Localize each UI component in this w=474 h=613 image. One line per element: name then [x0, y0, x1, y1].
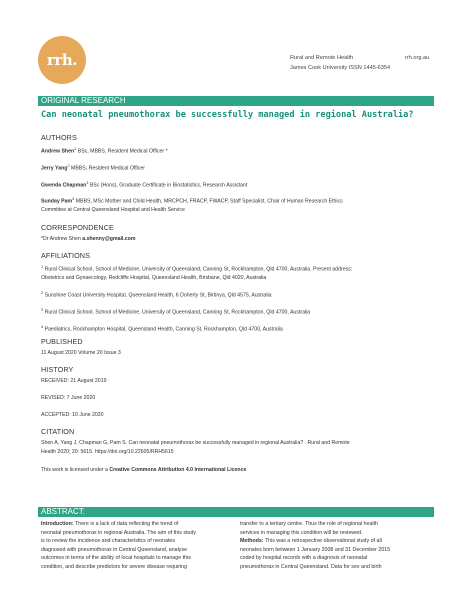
abstract-line: transfer to a tertiary centre. Thus the role of regional health	[240, 521, 378, 527]
citation-heading: CITATION	[41, 427, 75, 436]
abstract-right-column	[240, 520, 430, 572]
abstract-banner: ABSTRACT:	[38, 507, 434, 517]
publisher-issn: James Cook University ISSN 1445-6354	[290, 65, 391, 71]
rrh-logo	[38, 36, 86, 84]
license-line: This work is licensed under a Creative Commons Attribution 4.0 International Licence	[41, 467, 247, 473]
abstract-left-column	[41, 520, 231, 572]
abstract-line: outcomes in terms of the ability of local hospitals to manage this	[41, 555, 191, 562]
correspondence-heading: CORRESPONDENCE	[41, 223, 114, 232]
abstract-line: diagnosed with pneumothorax in Central Queensland, analyse	[41, 546, 188, 553]
authors-heading: AUTHORS	[41, 133, 77, 142]
abstract-line: services in managing this condition will be reviewed.	[240, 529, 363, 536]
published-text: 11 August 2020 Volume 20 Issue 3	[41, 350, 121, 356]
article-title: Can neonatal pneumothorax be successfully managed in regional Australia?	[41, 110, 414, 120]
author-3: Gwenda Chapman$^3$ BSc (Hons), Graduate Certificate in Biostatistics, Research Assistant	[41, 181, 248, 189]
abstract-line: neonates born between 1 January 2008 and 31 December 2015	[240, 546, 391, 553]
affiliation-4: $^4$ Paediatrics, Rockhampton Hospital, Queensland Health, Canning St, Rockhampton, Qld 4700, Australia	[41, 325, 283, 333]
author-1: Andrew Shen$^1$ BSc, MBBS, Resident Medical Officer *	[41, 147, 168, 155]
journal-header	[290, 53, 390, 73]
author-4: Sunday Pam$^4$ MBBS, MSc Mother and Child Health, MRCPCH, FRACP, FWACP, Staff Specialist, Chair of Human Research Ethics Committee at Central Queensland Hospital and Health Service	[41, 197, 343, 214]
affiliations-heading: AFFILIATIONS	[41, 251, 90, 260]
abstract-line: condition, and describe predictors for severe disease requiring	[41, 563, 188, 570]
published-heading: PUBLISHED	[41, 337, 83, 346]
journal-name: Rural and Remote Health	[290, 55, 354, 61]
section-banner: ORIGINAL RESEARCH	[38, 96, 434, 106]
abstract-line: is to review the incidence and characteristics of neonates	[41, 538, 175, 545]
abstract-line: neonatal pneumothorax in regional Australia. The aim of this study	[41, 529, 197, 536]
abstract-line: Introduction: There is a lack of data reflecting the trend of	[41, 521, 179, 527]
abstract-line: Methods: This was a retrospective observational study of all	[240, 538, 382, 545]
citation-text: Shen A, Yang J, Chapman G, Pam S. Can neonatal pneumothorax be successfully managed in regional Australia? . Rural and Remote Health 2020; 20: 5615. https://doi.org/10.22605/RRH5615	[41, 440, 350, 455]
history-heading: HISTORY	[41, 365, 74, 374]
journal-url[interactable]: rrh.org.au	[405, 55, 430, 61]
affiliation-2: $^2$ Sunshine Coast University Hospital, Queensland Health, 6 Doherty St, Birtinya, Qld 4575, Australia	[41, 291, 272, 299]
author-2: Jerry Yang$^2$ MBBS, Resident Medical Officer	[41, 164, 146, 172]
affiliation-3: $^3$ Rural Clinical School, School of Medicine, University of Queensland, Canning St, Rockhampton, Qld 4700, Australia	[41, 308, 311, 316]
history-accepted: ACCEPTED: 10 June 2020	[41, 412, 104, 418]
affiliation-1: $^1$ Rural Clinical School, School of Medicine, University of Queensland, Canning St, Rockhampton, Qld 4700, Australia. Present address: Obstetrics and Gynaecology, Redcliffe Hospital, Queensland Health, Brisbane, Qld 4020, Australia	[41, 265, 353, 282]
correspondence-line: *Dr Andrew Shen a.shenny@gmail.com	[41, 236, 136, 242]
history-received: RECEIVED: 21 August 2019	[41, 378, 107, 384]
abstract-line: coded by hospital records with a diagnosis of neonatal	[240, 555, 368, 562]
abstract-line: pneumothorax in Central Queensland. Data for sex and birth	[240, 563, 382, 570]
history-revised: REVISED: 7 June 2020	[41, 395, 96, 401]
correspondence-email[interactable]: a.shenny@gmail.com	[82, 236, 136, 242]
license-link[interactable]: Creative Commons Attribution 4.0 International Licence	[109, 467, 247, 473]
logo-text: rrh.	[47, 51, 77, 69]
